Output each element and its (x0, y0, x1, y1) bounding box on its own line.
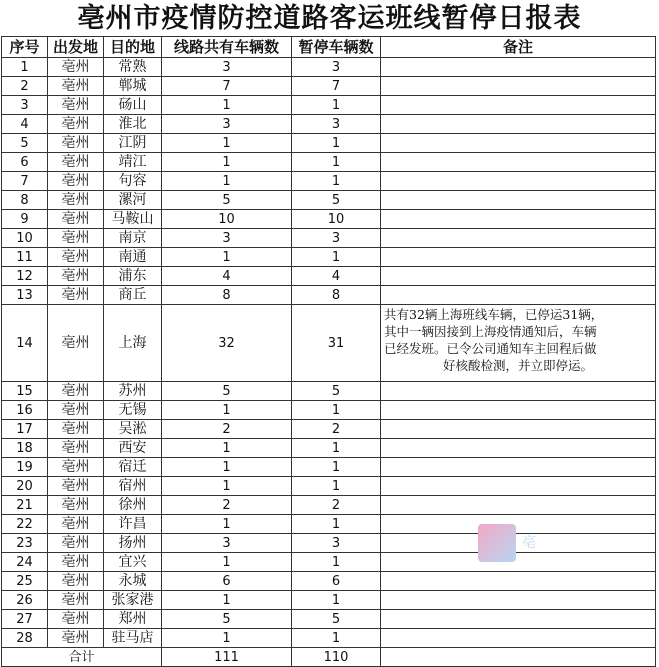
table-row (2, 153, 656, 172)
row-remark (381, 248, 656, 267)
row-index: 26 (2, 591, 48, 610)
row-suspended: 1 (292, 439, 381, 458)
row-index: 16 (2, 401, 48, 420)
row-index: 25 (2, 572, 48, 591)
row-destination: 漯河 (104, 191, 162, 210)
row-origin: 亳州 (48, 477, 104, 496)
row-destination: 张家港 (104, 591, 162, 610)
total-vehicles: 111 (162, 648, 292, 667)
row-total: 1 (162, 96, 292, 115)
row-suspended: 1 (292, 248, 381, 267)
row-index: 19 (2, 458, 48, 477)
total-suspended: 110 (292, 648, 381, 667)
row-remark (381, 572, 656, 591)
row-index: 24 (2, 553, 48, 572)
row-destination: 上海 (104, 305, 162, 382)
row-suspended: 5 (292, 610, 381, 629)
row-origin: 亳州 (48, 553, 104, 572)
row-total: 1 (162, 134, 292, 153)
row-suspended: 7 (292, 77, 381, 96)
row-destination: 宜兴 (104, 553, 162, 572)
row-destination: 许昌 (104, 515, 162, 534)
row-origin: 亳州 (48, 515, 104, 534)
row-remark (381, 58, 656, 77)
row-origin: 亳州 (48, 401, 104, 420)
header-total: 线路共有车辆数 (162, 37, 292, 58)
row-index: 22 (2, 515, 48, 534)
row-suspended: 31 (292, 305, 381, 382)
row-total: 3 (162, 115, 292, 134)
table-row (2, 610, 656, 629)
row-origin: 亳州 (48, 191, 104, 210)
row-index: 15 (2, 382, 48, 401)
row-remark (381, 401, 656, 420)
row-remark (381, 172, 656, 191)
row-suspended: 1 (292, 553, 381, 572)
row-suspended: 1 (292, 591, 381, 610)
row-destination: 宿州 (104, 477, 162, 496)
row-destination: 无锡 (104, 401, 162, 420)
row-total: 7 (162, 77, 292, 96)
row-total: 32 (162, 305, 292, 382)
row-total: 1 (162, 629, 292, 648)
row-remark (381, 229, 656, 248)
row-suspended: 1 (292, 629, 381, 648)
row-remark (381, 496, 656, 515)
row-remark (381, 420, 656, 439)
row-total: 1 (162, 591, 292, 610)
table-row (2, 286, 656, 305)
row-origin: 亳州 (48, 496, 104, 515)
row-index: 1 (2, 58, 48, 77)
row-suspended: 2 (292, 496, 381, 515)
row-total: 5 (162, 191, 292, 210)
row-remark (381, 439, 656, 458)
table-row (2, 382, 656, 401)
table-row (2, 496, 656, 515)
row-remark (381, 610, 656, 629)
row-destination: 南京 (104, 229, 162, 248)
row-index: 10 (2, 229, 48, 248)
table-row (2, 134, 656, 153)
row-destination: 永城 (104, 572, 162, 591)
row-suspended: 3 (292, 534, 381, 553)
table-row (2, 172, 656, 191)
row-suspended: 1 (292, 134, 381, 153)
row-total: 3 (162, 58, 292, 77)
row-remark (381, 115, 656, 134)
row-destination: 浦东 (104, 267, 162, 286)
header-origin: 出发地 (48, 37, 104, 58)
row-origin: 亳州 (48, 58, 104, 77)
table-row (2, 305, 656, 382)
row-total: 1 (162, 153, 292, 172)
row-origin: 亳州 (48, 172, 104, 191)
table-row (2, 477, 656, 496)
row-index: 4 (2, 115, 48, 134)
row-suspended: 10 (292, 210, 381, 229)
row-destination: 常熟 (104, 58, 162, 77)
row-destination: 砀山 (104, 96, 162, 115)
table-row (2, 591, 656, 610)
row-destination: 商丘 (104, 286, 162, 305)
row-suspended: 3 (292, 115, 381, 134)
remark-line: 好核酸检测，并立即停运。 (442, 358, 593, 373)
row-destination: 西安 (104, 439, 162, 458)
remark-line: 已经发班。已令公司通知车主回程后做 (384, 341, 597, 356)
row-origin: 亳州 (48, 229, 104, 248)
row-suspended: 8 (292, 286, 381, 305)
row-destination: 吴淞 (104, 420, 162, 439)
row-remark (381, 134, 656, 153)
row-suspended: 1 (292, 96, 381, 115)
row-index: 12 (2, 267, 48, 286)
row-suspended: 3 (292, 229, 381, 248)
table-row (2, 191, 656, 210)
row-origin: 亳州 (48, 153, 104, 172)
row-suspended: 1 (292, 515, 381, 534)
row-total: 1 (162, 477, 292, 496)
row-origin: 亳州 (48, 420, 104, 439)
row-index: 14 (2, 305, 48, 382)
row-origin: 亳州 (48, 610, 104, 629)
row-suspended: 3 (292, 58, 381, 77)
row-origin: 亳州 (48, 382, 104, 401)
row-suspended: 1 (292, 458, 381, 477)
row-origin: 亳州 (48, 115, 104, 134)
row-remark (381, 591, 656, 610)
row-total: 3 (162, 534, 292, 553)
row-total: 3 (162, 229, 292, 248)
row-index: 2 (2, 77, 48, 96)
table-row (2, 420, 656, 439)
row-index: 13 (2, 286, 48, 305)
row-origin: 亳州 (48, 591, 104, 610)
row-index: 7 (2, 172, 48, 191)
table-row (2, 77, 656, 96)
row-remark (381, 286, 656, 305)
row-total: 1 (162, 553, 292, 572)
row-destination: 句容 (104, 172, 162, 191)
total-row (2, 648, 656, 667)
row-index: 21 (2, 496, 48, 515)
report-table (1, 36, 656, 667)
row-index: 18 (2, 439, 48, 458)
row-suspended: 5 (292, 191, 381, 210)
row-destination: 驻马店 (104, 629, 162, 648)
row-index: 3 (2, 96, 48, 115)
row-remark (381, 96, 656, 115)
row-origin: 亳州 (48, 286, 104, 305)
header-suspended: 暂停车辆数 (292, 37, 381, 58)
row-destination: 苏州 (104, 382, 162, 401)
watermark-logo (478, 524, 516, 562)
row-origin: 亳州 (48, 534, 104, 553)
table-row (2, 248, 656, 267)
row-remark (381, 153, 656, 172)
row-total: 1 (162, 248, 292, 267)
table-row (2, 58, 656, 77)
row-destination: 江阴 (104, 134, 162, 153)
row-index: 17 (2, 420, 48, 439)
row-total: 1 (162, 172, 292, 191)
row-index: 6 (2, 153, 48, 172)
row-remark (381, 267, 656, 286)
header-row (2, 37, 656, 58)
remark-line: 共有32辆上海班线车辆，已停运31辆， (384, 307, 604, 322)
row-suspended: 2 (292, 420, 381, 439)
row-suspended: 1 (292, 172, 381, 191)
row-index: 5 (2, 134, 48, 153)
row-total: 1 (162, 515, 292, 534)
table-row (2, 401, 656, 420)
row-total: 8 (162, 286, 292, 305)
watermark-text: 亳 (522, 535, 536, 551)
table-row (2, 229, 656, 248)
row-destination: 南通 (104, 248, 162, 267)
table-row (2, 267, 656, 286)
row-destination: 靖江 (104, 153, 162, 172)
header-index: 序号 (2, 37, 48, 58)
row-destination: 郸城 (104, 77, 162, 96)
row-remark (381, 77, 656, 96)
row-total: 2 (162, 420, 292, 439)
table-row (2, 96, 656, 115)
row-destination: 宿迁 (104, 458, 162, 477)
row-origin: 亳州 (48, 305, 104, 382)
row-total: 5 (162, 610, 292, 629)
row-destination: 扬州 (104, 534, 162, 553)
row-total: 6 (162, 572, 292, 591)
row-index: 20 (2, 477, 48, 496)
table-row (2, 458, 656, 477)
remark-line: 其中一辆因接到上海疫情通知后，车辆 (384, 324, 597, 339)
row-total: 1 (162, 401, 292, 420)
row-origin: 亳州 (48, 134, 104, 153)
row-total: 1 (162, 439, 292, 458)
row-index: 28 (2, 629, 48, 648)
row-destination: 郑州 (104, 610, 162, 629)
row-origin: 亳州 (48, 210, 104, 229)
table-row (2, 629, 656, 648)
table-row (2, 439, 656, 458)
row-remark (381, 629, 656, 648)
row-suspended: 6 (292, 572, 381, 591)
row-total: 2 (162, 496, 292, 515)
row-total: 10 (162, 210, 292, 229)
row-remark (381, 191, 656, 210)
row-origin: 亳州 (48, 572, 104, 591)
row-index: 9 (2, 210, 48, 229)
report-title: 亳州市疫情防控道路客运班线暂停日报表 (77, 3, 582, 34)
row-origin: 亳州 (48, 439, 104, 458)
row-origin: 亳州 (48, 96, 104, 115)
row-remark (381, 382, 656, 401)
row-index: 23 (2, 534, 48, 553)
row-index: 11 (2, 248, 48, 267)
row-remark (381, 305, 656, 382)
row-suspended: 4 (292, 267, 381, 286)
total-remark (381, 648, 656, 667)
header-remarks: 备注 (381, 37, 656, 58)
row-origin: 亳州 (48, 458, 104, 477)
header-destination: 目的地 (104, 37, 162, 58)
row-total: 4 (162, 267, 292, 286)
total-label: 合计 (2, 648, 162, 667)
row-destination: 马鞍山 (104, 210, 162, 229)
row-suspended: 1 (292, 153, 381, 172)
row-remark (381, 210, 656, 229)
row-suspended: 1 (292, 477, 381, 496)
row-origin: 亳州 (48, 629, 104, 648)
row-destination: 淮北 (104, 115, 162, 134)
table-row (2, 572, 656, 591)
row-index: 27 (2, 610, 48, 629)
row-suspended: 5 (292, 382, 381, 401)
row-origin: 亳州 (48, 267, 104, 286)
row-index: 8 (2, 191, 48, 210)
row-suspended: 1 (292, 401, 381, 420)
table-row (2, 115, 656, 134)
row-destination: 徐州 (104, 496, 162, 515)
watermark (478, 524, 588, 564)
row-remark (381, 477, 656, 496)
row-origin: 亳州 (48, 77, 104, 96)
row-remark (381, 458, 656, 477)
row-total: 5 (162, 382, 292, 401)
table-row (2, 210, 656, 229)
row-origin: 亳州 (48, 248, 104, 267)
row-total: 1 (162, 458, 292, 477)
